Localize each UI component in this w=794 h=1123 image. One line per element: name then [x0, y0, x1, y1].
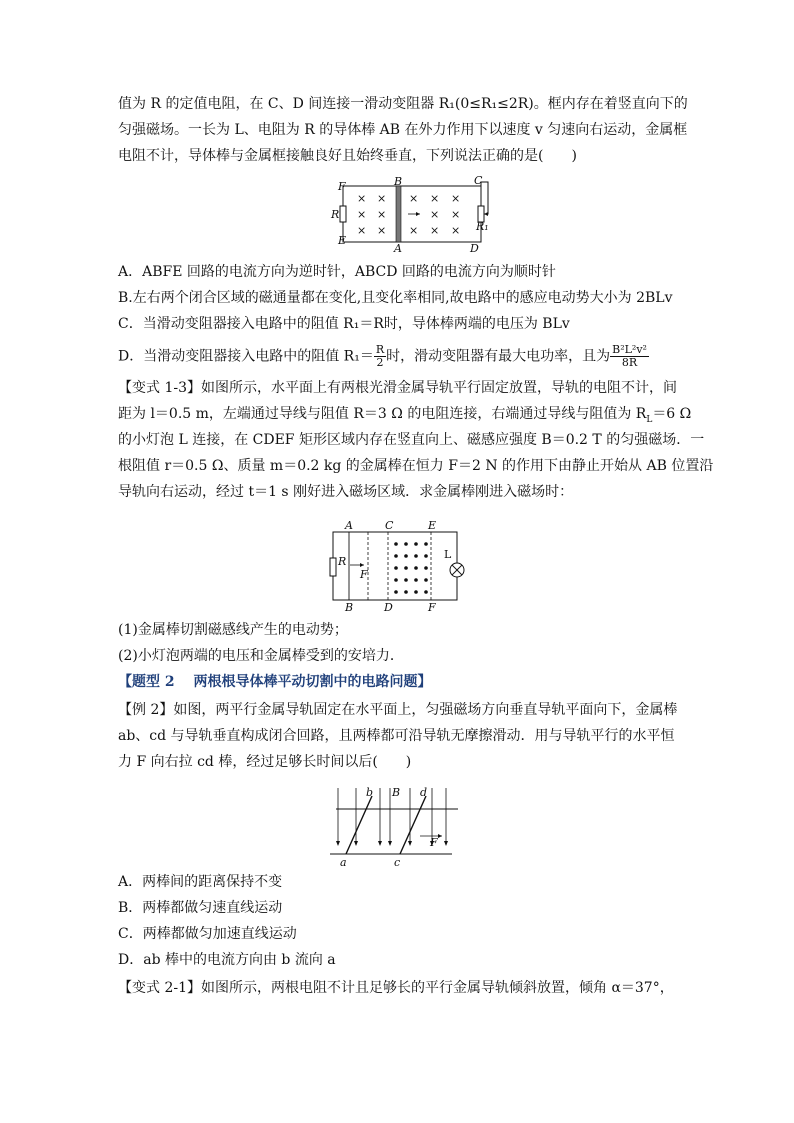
option-d: D．ab 棒中的电流方向由 b 流向 a	[118, 952, 336, 968]
figure-two-rods	[328, 784, 468, 870]
text-segment: 距为 l＝0.5 m，左端通过导线与阻值 R＝3 Ω 的电阻连接，右端通过导线与阻值为 R	[118, 406, 647, 422]
field-arrow	[354, 841, 358, 846]
label-C: C	[385, 520, 394, 532]
field-dot	[404, 566, 408, 570]
paragraph-line: 导轨向右运动，经过 t＝1 s 刚好进入磁场区域．求金属棒刚进入磁场时：	[118, 484, 574, 500]
fraction-r-over-2	[374, 344, 386, 369]
label-E: E	[428, 520, 437, 532]
option-c: C．当滑动变阻器接入电路中的阻值 R₁＝R时，导体棒两端的电压为 BLv	[118, 316, 570, 332]
field-dot	[394, 542, 398, 546]
field-cross: ×	[377, 192, 387, 205]
option-b: B.左右两个闭合区域的磁通量都在变化,且变化率相同,故电路中的感应电动势大小为 2BLv	[118, 290, 673, 306]
field-dot	[414, 542, 418, 546]
label-C: C	[474, 176, 483, 187]
label-d: d	[420, 786, 428, 799]
field-cross: ×	[430, 192, 440, 205]
label-R: R	[338, 555, 347, 568]
option-d-text: D．当滑动变阻器接入电路中的阻值 R₁＝	[118, 348, 374, 365]
field-cross: ×	[451, 192, 461, 205]
field-dot	[414, 566, 418, 570]
field-dot	[414, 554, 418, 558]
fraction-numerator: B²L²v²	[612, 343, 647, 356]
label-R1: R₁	[476, 220, 489, 233]
fraction-denominator: 8R	[621, 356, 638, 369]
question-2: (2)小灯泡两端的电压和金属棒受到的安培力．	[118, 648, 404, 664]
field-dot	[394, 578, 398, 582]
field-dot	[414, 578, 418, 582]
label-E: E	[338, 234, 347, 247]
field-cross: ×	[357, 192, 367, 205]
paragraph-line: 【变式 2-1】如图所示，两根电阻不计且足够长的平行金属导轨倾斜放置，倾角 α＝37°，	[118, 980, 674, 996]
field-dot	[424, 590, 428, 594]
option-a: A．ABFE 回路的电流方向为逆时针，ABCD 回路的电流方向为顺时针	[118, 264, 556, 280]
paragraph-line: 的小灯泡 L 连接，在 CDEF 矩形区域内存在竖直向上、磁感应强度 B＝0.2 T 的匀强磁场．一	[118, 432, 705, 448]
paragraph-line: 匀强磁场。一长为 L、电阻为 R 的导体棒 AB 在外力作用下以速度 v 匀速向右运动，金属框	[118, 122, 688, 138]
label-a: a	[340, 856, 347, 869]
label-force: F	[360, 568, 368, 581]
field-cross: ×	[357, 208, 367, 221]
question-1: (1)金属棒切割磁感线产生的电动势；	[118, 622, 348, 638]
field-cross: ×	[357, 224, 367, 237]
field-cross: ×	[377, 208, 387, 221]
paragraph-line: ab、cd 与导轨垂直构成闭合回路，且两棒都可沿导轨无摩擦滑动．用与导轨平行的水平恒	[118, 728, 675, 744]
fraction-denominator: 2	[376, 356, 384, 369]
paragraph-line	[118, 404, 691, 430]
label-A: A	[345, 520, 353, 532]
label-lamp: L	[444, 548, 452, 561]
option-a: A．两棒间的距离保持不变	[118, 874, 283, 890]
text-segment: ＝6 Ω	[652, 406, 692, 422]
label-B: B	[345, 601, 354, 612]
paragraph-line: 根阻值 r＝0.5 Ω、质量 m＝0.2 kg 的金属棒在恒力 F＝2 N 的作用下由静止开始从 AB 位置沿	[118, 458, 714, 474]
figure-frame-circuit	[330, 176, 495, 254]
label-R: R	[331, 208, 340, 221]
field-arrow	[336, 841, 340, 846]
field-dot	[404, 542, 408, 546]
field-cross: ×	[377, 224, 387, 237]
field-arrow	[444, 841, 448, 846]
field-dot	[424, 578, 428, 582]
label-B-field: B	[392, 786, 401, 799]
field-dot	[394, 590, 398, 594]
option-d	[118, 344, 649, 369]
label-c: c	[394, 856, 401, 869]
label-B: B	[394, 176, 403, 188]
label-F: F	[428, 601, 436, 612]
field-dot	[424, 554, 428, 558]
label-force: F	[430, 836, 438, 849]
option-d-text-mid: 时，滑动变阻器有最大电功率，且为	[386, 348, 611, 365]
field-cross: ×	[451, 208, 461, 221]
field-dot	[404, 578, 408, 582]
field-arrow	[378, 841, 382, 846]
label-D: D	[470, 242, 479, 254]
fraction-numerator: R	[375, 343, 385, 356]
field-dot	[414, 590, 418, 594]
field-dot	[424, 542, 428, 546]
paragraph-line: 【变式 1-3】如图所示，水平面上有两根光滑金属导轨平行固定放置，导轨的电阻不计，间	[118, 380, 677, 396]
field-dot	[404, 554, 408, 558]
section-heading: 【题型 2 两根根导体棒平动切割中的电路问题】	[118, 674, 432, 690]
label-b: b	[366, 786, 374, 799]
field-dot	[394, 566, 398, 570]
option-c: C．两棒都做匀加速直线运动	[118, 926, 297, 942]
field-dot	[404, 590, 408, 594]
paragraph-line: 【例 2】如图，两平行金属导轨固定在水平面上，匀强磁场方向垂直导轨平面向下，金属棒	[118, 702, 678, 718]
field-cross: ×	[451, 224, 461, 237]
field-dot	[394, 554, 398, 558]
subscript-l: L	[646, 414, 653, 425]
field-cross: ×	[430, 224, 440, 237]
label-F: F	[338, 180, 346, 193]
paragraph-line: 电阻不计，导体棒与金属框接触良好且始终垂直，下列说法正确的是( )	[118, 148, 577, 164]
paragraph-line: 值为 R 的定值电阻，在 C、D 间连接一滑动变阻器 R₁(0≤R₁≤2R)。框内存在着竖直向下的	[118, 96, 688, 112]
field-cross: ×	[430, 208, 440, 221]
paragraph-line: 力 F 向右拉 cd 棒，经过足够长时间以后( )	[118, 754, 412, 770]
fraction-power	[610, 344, 649, 369]
field-dot	[424, 566, 428, 570]
field-cross: ×	[409, 224, 419, 237]
label-A: A	[394, 242, 402, 254]
field-cross: ×	[409, 192, 419, 205]
field-arrow	[388, 841, 392, 846]
option-b: B．两棒都做匀速直线运动	[118, 900, 283, 916]
field-arrow	[408, 841, 412, 846]
label-D: D	[384, 601, 393, 612]
figure-rail-circuit	[320, 520, 470, 612]
